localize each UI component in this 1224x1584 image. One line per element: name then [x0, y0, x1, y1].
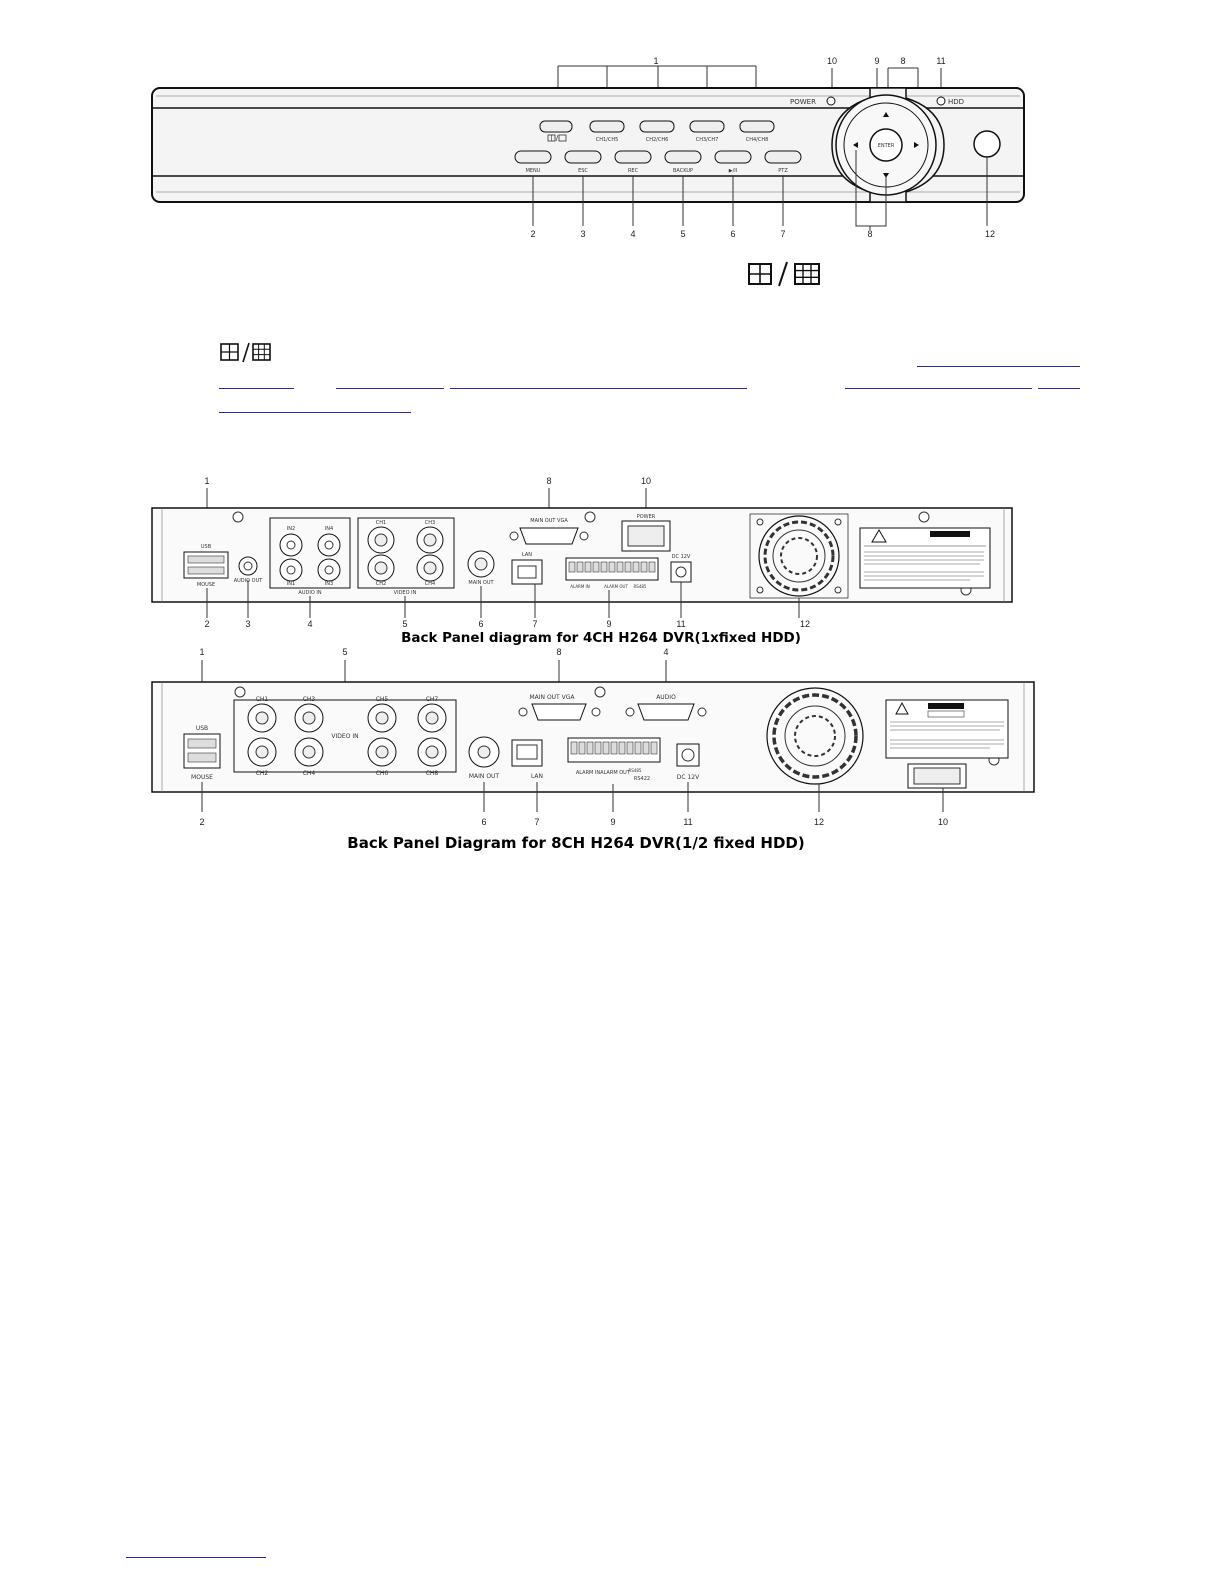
callout-8ch-9: 9 [610, 817, 616, 827]
dc-label-8ch: DC 12V [676, 774, 700, 781]
usb-label-4ch: USB [200, 544, 212, 550]
power-label-4ch: POWER [636, 514, 656, 520]
video-ch8-label-8ch: CH8 [425, 770, 439, 777]
audio-port-8ch [638, 704, 694, 720]
video-ch4-label-8ch: CH4 [302, 770, 316, 777]
callout-8ch-7: 7 [534, 817, 540, 827]
audio-in-label-4ch: AUDIO IN [298, 590, 322, 596]
callout-4ch-6: 6 [478, 619, 484, 629]
video-ch4-label: CH4 [424, 581, 436, 587]
video-ch6-label-8ch: CH6 [375, 770, 389, 777]
backup-button[interactable] [665, 151, 701, 163]
caption-8ch: Back Panel Diagram for 8CH H264 DVR(1/2 fixed HDD) [347, 834, 805, 852]
callout-4ch-1: 1 [204, 476, 210, 486]
rec-button[interactable] [615, 151, 651, 163]
video-ch2-label: CH2 [375, 581, 387, 587]
rec-label: REC [627, 168, 639, 174]
ch4-ch8-label: CH4/CH8 [745, 137, 769, 143]
callout-4ch-10: 10 [640, 476, 652, 486]
rs485-label-8ch: RS485 [628, 768, 642, 773]
callout-4ch-11: 11 [676, 619, 686, 629]
callout-5: 5 [680, 229, 686, 239]
backup-label: BACKUP [672, 168, 694, 174]
screw-icon [595, 687, 605, 697]
screw-icon [235, 687, 245, 697]
enter-label: ENTER [877, 143, 895, 149]
rs485-label-4ch: RS485 [633, 584, 647, 589]
alarm-in-label-8ch: ALARM IN [575, 770, 601, 776]
callout-3: 3 [580, 229, 586, 239]
video-ch7-label-8ch: CH7 [425, 696, 439, 703]
callout-4ch-7: 7 [532, 619, 538, 629]
vga-label-4ch: MAIN OUT VGA [530, 518, 568, 524]
audio-in3-label: IN3 [324, 581, 334, 587]
callout-4ch-12: 12 [799, 619, 811, 629]
callout-8ch-2: 2 [199, 817, 205, 827]
warning-label-4ch [860, 528, 990, 588]
callout-4ch-3: 3 [245, 619, 251, 629]
link-underline[interactable] [219, 388, 294, 389]
ir-receiver [974, 131, 1000, 157]
audio-label-8ch: AUDIO [656, 694, 676, 701]
callout-9: 9 [874, 56, 880, 66]
callout-12: 12 [984, 229, 996, 239]
video-ch5-label-8ch: CH5 [375, 696, 389, 703]
vga-port-4ch [520, 528, 578, 544]
callout-8ch-10: 10 [937, 817, 949, 827]
callout-8ch-1: 1 [199, 647, 205, 657]
video-ch3-label-8ch: CH3 [302, 696, 316, 703]
link-underline[interactable] [1038, 388, 1080, 389]
link-underline[interactable] [126, 1557, 266, 1558]
callout-8ch-6: 6 [481, 817, 487, 827]
callout-10: 10 [826, 56, 838, 66]
mouse-label-8ch: MOUSE [191, 774, 213, 781]
lan-label-4ch: LAN [521, 552, 533, 558]
link-underline[interactable] [450, 388, 747, 389]
callout-8ch-8: 8 [556, 647, 562, 657]
link-underline[interactable] [219, 412, 411, 413]
split-screen-icon [749, 262, 819, 286]
callout-4ch-4: 4 [307, 619, 313, 629]
link-underline[interactable] [917, 366, 1080, 367]
callout-4ch-9: 9 [606, 619, 612, 629]
caption-4ch: Back Panel diagram for 4CH H264 DVR(1xfixed HDD) [401, 630, 801, 646]
back-panel-8ch [152, 647, 1034, 852]
vga-label-8ch: MAIN OUT VGA [529, 694, 575, 701]
alarm-out-label-4ch: ALARM OUT [604, 584, 628, 589]
callout-4: 4 [630, 229, 636, 239]
callout-1: 1 [653, 56, 659, 66]
menu-button[interactable] [515, 151, 551, 163]
display-mode-button[interactable] [540, 121, 572, 132]
alarm-out-label-8ch: ALARM OUT [600, 770, 630, 776]
lan-label-8ch: LAN [530, 773, 544, 780]
callout-4ch-2: 2 [204, 619, 210, 629]
usb-label-8ch: USB [195, 725, 209, 732]
ptz-button[interactable] [765, 151, 801, 163]
audio-out-label-4ch: AUDIO OUT [233, 578, 263, 584]
menu-label: MENU [525, 168, 541, 174]
vga-port-8ch [532, 704, 586, 720]
esc-button[interactable] [565, 151, 601, 163]
callout-8ch-12: 12 [813, 817, 825, 827]
esc-label: ESC [578, 168, 588, 174]
power-label: POWER [790, 98, 816, 106]
back-panel-4ch [152, 476, 1012, 646]
ch2-ch6-button[interactable] [640, 121, 674, 132]
ch3-ch7-button[interactable] [690, 121, 724, 132]
video-ch1-label: CH1 [375, 520, 387, 526]
callout-8ch-5: 5 [342, 647, 348, 657]
video-ch2-label-8ch: CH2 [255, 770, 269, 777]
video-ch3-label: CH3 [424, 520, 436, 526]
mouse-label-4ch: MOUSE [196, 582, 216, 588]
link-underline[interactable] [845, 388, 1032, 389]
ptz-label: PTZ [778, 168, 788, 174]
screw-icon [233, 512, 243, 522]
callout-8ch-4: 4 [663, 647, 669, 657]
ch1-ch5-label: CH1/CH5 [595, 137, 619, 143]
warning-label-8ch [886, 700, 1008, 758]
play-pause-button[interactable] [715, 151, 751, 163]
link-underline[interactable] [336, 388, 444, 389]
hdd-led-icon [937, 97, 945, 105]
video-in-label-4ch: VIDEO IN [393, 590, 417, 596]
video-ch1-label-8ch: CH1 [255, 696, 269, 703]
audio-in4-label: IN4 [324, 526, 334, 532]
hdd-label: HDD [948, 98, 965, 106]
ch2-ch6-label: CH2/CH6 [645, 137, 669, 143]
screw-icon [919, 512, 929, 522]
callout-4ch-5: 5 [402, 619, 408, 629]
audio-in2-label: IN2 [286, 526, 296, 532]
split-screen-icon-small [221, 343, 270, 362]
callout-8-top: 8 [900, 56, 906, 66]
callout-8ch-11: 11 [683, 817, 693, 827]
ch4-ch8-button[interactable] [740, 121, 774, 132]
audio-in1-label: IN1 [286, 581, 296, 587]
callout-6: 6 [730, 229, 736, 239]
main-out-label-4ch: MAIN OUT [468, 580, 494, 586]
play-pause-label: ▶/II [728, 168, 738, 174]
power-led-icon [827, 97, 835, 105]
front-panel [152, 56, 1024, 239]
callout-4ch-8: 8 [546, 476, 552, 486]
alarm-in-label-4ch: ALARM IN [570, 584, 590, 589]
rs422-label-8ch: RS422 [633, 776, 651, 782]
main-out-label-8ch: MAIN OUT [468, 773, 500, 780]
screw-icon [585, 512, 595, 522]
callout-2: 2 [530, 229, 536, 239]
ch3-ch7-label: CH3/CH7 [695, 137, 719, 143]
ch1-ch5-button[interactable] [590, 121, 624, 132]
callout-8-bottom: 8 [867, 229, 873, 239]
callout-7: 7 [780, 229, 786, 239]
dc-label-4ch: DC 12V [671, 554, 691, 560]
callout-11: 11 [936, 56, 946, 66]
video-in-label-8ch: VIDEO IN [331, 733, 359, 740]
